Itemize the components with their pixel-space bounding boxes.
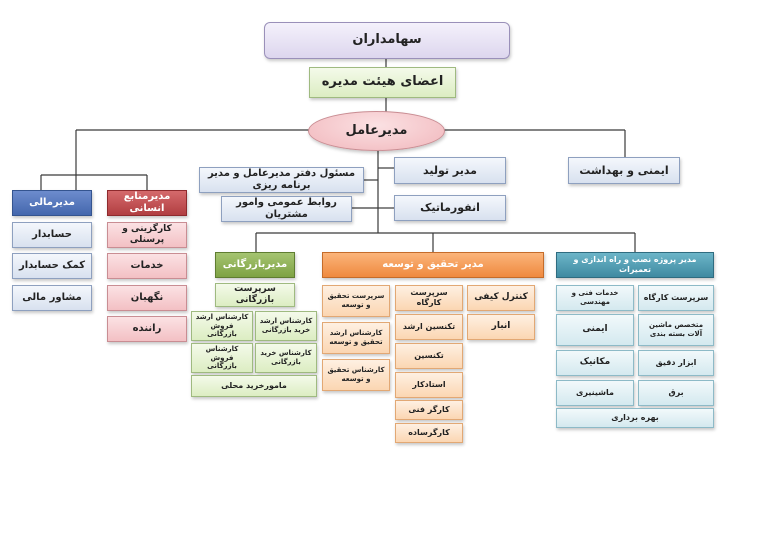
precision-tools-box: ابزار دقیق <box>638 350 714 376</box>
public-relations-box: روابط عمومی وامور مشتریان <box>221 196 352 222</box>
machining-box: ماشینیری <box>556 380 634 406</box>
electrical-box: برق <box>638 380 714 406</box>
accountant-box: حسابدار <box>12 222 92 248</box>
senior-sales-expert-box: کارشناس ارشد فروش بازرگانی <box>191 311 253 341</box>
office-head-box: مسئول دفتر مدیرعامل و مدیر برنامه ریزی <box>199 167 364 193</box>
financial-advisor-box: مشاور مالی <box>12 285 92 311</box>
commerce-manager-box: مدیربازرگانی <box>215 252 295 278</box>
rnd-expert-box: کارشناس تحقیق و توسعه <box>322 359 390 391</box>
purchase-expert-box: کارشناس خرید بازرگانی <box>255 343 317 373</box>
simple-worker-box: کارگرساده <box>395 423 463 443</box>
rnd-supervisor-box: سرپرست تحقیق و توسعه <box>322 285 390 317</box>
recruitment-box: کارگزینی و پرسنلی <box>107 222 187 248</box>
safety-box: ایمنی و بهداشت <box>568 157 680 184</box>
production-manager-box: مدیر تولید <box>394 157 506 184</box>
guards-box: نگهبان <box>107 285 187 311</box>
skilled-worker-box: کارگر فنی <box>395 400 463 420</box>
project-safety-box: ایمنی <box>556 314 634 346</box>
it-box: انفورماتیک <box>394 195 506 221</box>
engineering-services-box: خدمات فنی و مهندسی <box>556 285 634 311</box>
assistant-accountant-box: کمک حسابدار <box>12 253 92 279</box>
mechanic-box: مکانیک <box>556 350 634 376</box>
quality-control-box: کنترل کیفی <box>467 285 535 311</box>
rnd-senior-expert-box: کارشناس ارشد تحقیق و توسعه <box>322 322 390 354</box>
board-box: اعضای هیئت مدیره <box>309 67 456 98</box>
technician-box: تکنسین <box>395 343 463 369</box>
ceo-box: مدیرعامل <box>308 111 445 151</box>
local-buyer-box: مامورخرید محلی <box>191 375 317 397</box>
senior-technician-box: تکنسین ارشد <box>395 314 463 340</box>
sales-expert-box: کارشناس فروش بازرگانی <box>191 343 253 373</box>
master-craftsman-box: استادکار <box>395 372 463 398</box>
services-box: خدمات <box>107 253 187 279</box>
commerce-supervisor-box: سرپرست بازرگانی <box>215 283 295 307</box>
warehouse-box: انبار <box>467 314 535 340</box>
project-manager-box: مدیر پروژه نصب و راه اندازی و تعمیرات <box>556 252 714 278</box>
finance-manager-box: مدیرمالی <box>12 190 92 216</box>
hr-manager-box: مدیرمنابع انسانی <box>107 190 187 216</box>
rnd-workshop-supervisor-box: سرپرست کارگاه <box>395 285 463 311</box>
senior-purchase-expert-box: کارشناس ارشد خرید بازرگانی <box>255 311 317 341</box>
operation-box: بهره برداری <box>556 408 714 428</box>
packaging-expert-box: متخصص ماشین آلات بسته بندی <box>638 314 714 346</box>
driver-box: راننده <box>107 316 187 342</box>
rnd-manager-box: مدیر تحقیق و توسعه <box>322 252 544 278</box>
project-workshop-supervisor-box: سرپرست کارگاه <box>638 285 714 311</box>
shareholders-box: سهامداران <box>264 22 510 59</box>
